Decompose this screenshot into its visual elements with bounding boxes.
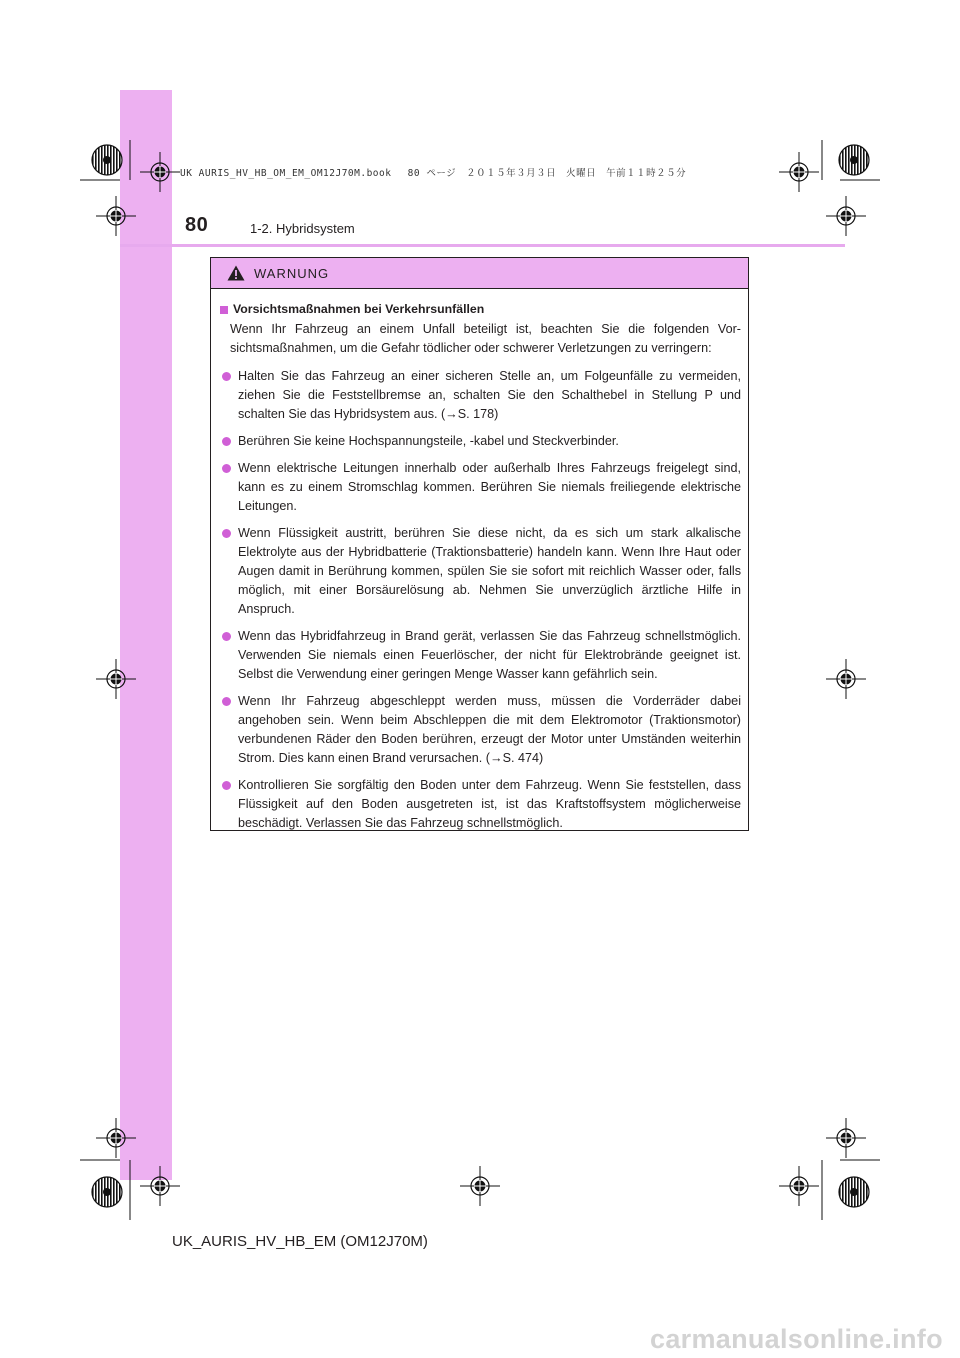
bullet-dot-icon	[222, 372, 231, 381]
list-item-text: Wenn elektrische Leitungen innerhalb oder außerhalb Ihres Fahrzeugs freigelegt sind, kann es zu einem Stromschlag kommen. Berühren Sie niemals freiliegende elektrische Leitungen.	[238, 461, 741, 513]
list-item-text: Wenn Ihr Fahrzeug abgeschleppt werden muss, müssen die Vorderräder dabei angehoben sein. Wenn beim Abschleppen die mit dem Elektromotor (Traktionsmotor) verbundenen Räder den Boden berühren, erzeugt der Motor unter Umständen weiterhin Strom. Dies kann einen Brand verursachen. (→S. 474)	[238, 694, 741, 765]
registration-cross	[96, 1118, 136, 1158]
bullet-dot-icon	[222, 697, 231, 706]
list-item	[220, 524, 741, 619]
registration-cross	[96, 196, 136, 236]
watermark-logo[interactable]: carmanualsonline.info	[650, 1324, 943, 1354]
list-item-text: Berühren Sie keine Hochspannungsteile, -kabel und Steckverbinder.	[238, 434, 619, 448]
warning-box	[210, 257, 749, 831]
registration-cross	[96, 659, 136, 699]
book-print-info: UK AURIS_HV_HB_OM_EM_OM12J70M.book 80 ページ ２０１５年３月３日 火曜日 午前１１時２５分	[180, 168, 687, 179]
bullet-dot-icon	[222, 529, 231, 538]
warning-title: WARNUNG	[254, 265, 330, 281]
square-bullet-icon	[220, 306, 228, 314]
bullet-dot-icon	[222, 464, 231, 473]
corner-mark-top-right	[839, 145, 869, 175]
list-item-text: Wenn das Hybridfahrzeug in Brand gerät, verlassen Sie das Fahrzeug schnellstmöglich. Verwenden Sie niemals einen Feuerlöscher, der nicht für Elektrobrände geeignet ist. Selbst die Verwendung einer geringen Menge Wasser kann gefährlich sein.	[238, 629, 741, 681]
list-item	[220, 627, 741, 684]
corner-mark-bottom-left	[92, 1177, 122, 1207]
page-number: 80	[185, 214, 209, 236]
registration-cross	[460, 1166, 500, 1206]
registration-cross	[779, 152, 819, 192]
list-item	[220, 776, 741, 833]
corner-mark-top-left	[92, 145, 122, 175]
list-item	[220, 692, 741, 768]
list-item	[220, 367, 741, 424]
warning-intro: Wenn Ihr Fahrzeug an einem Unfall beteiligt ist, beachten Sie die folgenden Vorsichtsmaßnahmen, um die Gefahr tödlicher oder schwerer Verletzungen zu verringern:	[230, 322, 741, 355]
registration-cross	[140, 1166, 180, 1206]
list-item-text: Wenn Flüssigkeit austritt, berühren Sie diese nicht, da es sich um stark alkalische Elektrolyte aus der Hybridbatterie (Traktionsbatterie) handeln kann. Wenn Ihre Haut oder Augen damit in Berührung kommen, spülen Sie sie sofort mit reichlich Wasser oder, falls möglich, mit einer Borsäurelösung ab. Nehmen Sie unverzüglich ärztliche Hilfe in Anspruch.	[238, 526, 741, 616]
bullet-dot-icon	[222, 781, 231, 790]
registration-cross	[140, 152, 180, 192]
section-title: 1-2. Hybridsystem	[250, 221, 355, 236]
registration-cross	[826, 659, 866, 699]
registration-cross	[826, 1118, 866, 1158]
warning-body	[211, 289, 748, 833]
warning-triangle-icon	[227, 265, 245, 281]
registration-cross	[826, 196, 866, 236]
bullet-dot-icon	[222, 632, 231, 641]
list-item	[220, 459, 741, 516]
warning-subheading	[220, 300, 741, 319]
list-item-text: Kontrollieren Sie sorgfältig den Boden unter dem Fahrzeug. Wenn Sie feststellen, dass Flüssigkeit auf den Boden ausgetreten ist, ist das Kraftstoffsystem möglicherweise beschädigt. Verlassen Sie das Fahrzeug schnellstmöglich.	[238, 778, 741, 830]
corner-mark-bottom-right	[839, 1177, 869, 1207]
subheading-text: Vorsichtsmaßnahmen bei Verkehrsunfällen	[233, 302, 485, 316]
registration-cross	[779, 1166, 819, 1206]
list-item	[220, 432, 741, 451]
list-item-text: Halten Sie das Fahrzeug an einer sicheren Stelle an, um Folgeunfälle zu vermeiden, ziehen Sie die Feststellbremse an, schalten Sie den Schalthebel in Stellung P und schalten Sie das Hybridsystem aus. (→S. 178)	[238, 369, 741, 421]
warning-header	[211, 258, 748, 289]
model-code-footer: UK_AURIS_HV_HB_EM (OM12J70M)	[172, 1233, 428, 1250]
bullet-dot-icon	[222, 437, 231, 446]
